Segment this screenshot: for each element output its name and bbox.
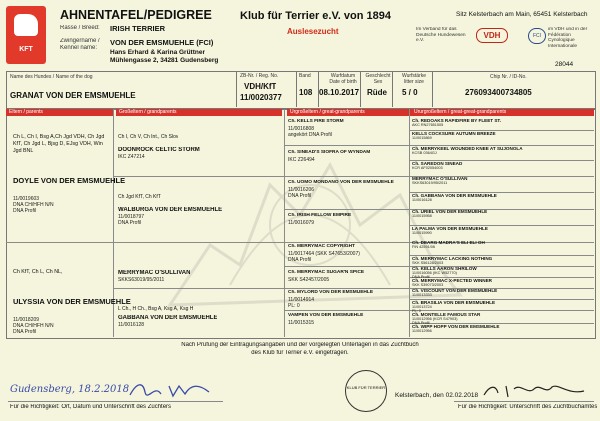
great-great-grandparent-name: Ch. GABBANA VON DER EMSMUEHLE: [412, 193, 497, 198]
great-great-grandparent-name: Ch. VISCOUNT VON DER EMSMUEHLE: [412, 288, 498, 293]
great-great-grandparent-name: Ch. WIPP HOPP VON DER EMSMUEHLE: [412, 324, 500, 329]
column-header-grandparents: Großeltern / grandparents: [116, 109, 282, 116]
great-great-grandparent-name: Ch. KELLS AARON SHRILOW: [412, 266, 477, 271]
document-title: AHNENTAFEL/PEDIGREE: [60, 8, 212, 22]
grandparent-titles: Ch Jgd KfT, Ch KfT: [118, 194, 161, 200]
great-great-grandparent-info: KCR AF02054003: [412, 166, 443, 170]
great-great-grandparent-name: Ch. MERRYMAC LACKING NOTHING: [412, 256, 493, 261]
document-number: 28044: [555, 61, 574, 68]
club-subtitle: Auslesezucht: [287, 27, 339, 36]
registry-signature: [480, 381, 590, 401]
divider: [296, 71, 297, 107]
stamp-text: KLUB FÜR TERRIER: [346, 385, 386, 390]
divider: [392, 71, 393, 107]
great-great-grandparent-info: SKK S39073/2003: [412, 283, 444, 287]
great-grandparent-info: SKK S42457/2005: [288, 277, 330, 283]
registry-place-date: Kelsterbach, den 02.02.2018: [395, 392, 479, 399]
sire-titles: Ch L, Ch I, Bsg A,Ch Jgd VDH, Ch Jgd KfT, Ch Jgd L, Bjsg D, EJsg VDH, Win Jgd BNL: [13, 134, 105, 154]
great-grandparent-name: Ch. UOMO MONDANO VON DER EMSMUEHLE: [288, 180, 394, 185]
great-great-grandparent-info: FIN 42591/06: [412, 245, 436, 249]
sire-dna-profile: DNA Profil: [13, 208, 37, 214]
registry-signature-caption: Für die Richtigkeit: Unterschrift des Zuchtbuchamtes: [458, 404, 598, 410]
dob-value: 08.10.2017: [319, 88, 360, 97]
litter-label: Wurfstärke litter size: [401, 73, 427, 85]
great-great-grandparent-name: MERRYMAC O'SULLIVAN: [412, 176, 468, 181]
breed-value: IRISH TERRIER: [110, 24, 166, 33]
great-great-grandparent-info: 11/0015958: [412, 214, 432, 218]
great-great-grandparent-info: KCSB 0364GJ: [412, 151, 437, 155]
club-name: Klub für Terrier e.V. von 1894: [240, 10, 392, 22]
signature-line: [8, 401, 223, 402]
great-great-grandparent-info: AKC RN27651505: [412, 123, 444, 127]
terrier-head-icon: [14, 14, 38, 36]
great-great-grandparent-info: 11/0013724 PL: 0: [412, 305, 432, 313]
vdh-logo: VDH: [476, 28, 508, 43]
great-grandparent-info: IKC Z26494: [288, 157, 315, 163]
band-value: 108: [299, 88, 313, 97]
column-divider: [284, 109, 285, 337]
great-great-grandparent-name: Ch. SAREDON SINEAD: [412, 161, 463, 166]
grandparent-name: DOONROCK CELTIC STORM: [118, 147, 200, 153]
breed-label: Rasse / Breed:: [60, 25, 100, 31]
divider: [236, 71, 237, 107]
great-great-grandparent-info: 11/0012956: [412, 329, 432, 333]
great-grandparent-name: Ch. MERRYMAC SUGAR'N SPICE: [288, 270, 365, 275]
divider: [432, 71, 433, 107]
great-grandparent-name: Ch. KELLS FIRE STORM: [288, 119, 344, 124]
great-great-grandparent-info: 11/0015990: [412, 231, 432, 235]
great-grandparent-info: 11/0014914 PL: 0: [288, 297, 315, 309]
band-label: Band: [299, 73, 311, 79]
sire-name: DOYLE VON DER EMSMUEHLE: [13, 176, 126, 185]
grandparent-name: WALBURGA VON DER EMSMUEHLE: [118, 207, 223, 213]
great-grandparent-name: Ch. IRISH FELLOW EMPIRE: [288, 213, 352, 218]
grandparent-info: 11/0016128: [118, 322, 145, 328]
great-great-grandparent-name: KELLS COCKSURE AUTUMN BREEZE: [412, 131, 496, 136]
litter-value: 5 / 0: [402, 88, 418, 97]
great-great-grandparent-name: Ch. MERRYMAC X-PECTED WINNER: [412, 278, 492, 283]
sex-value: Rüde: [367, 88, 387, 97]
great-great-grandparent-info: 11/0016056 (IKC W52770) DNA Profil: [412, 271, 457, 279]
reg-value-prefix: VDH/KfT: [244, 82, 277, 91]
great-grandparent-name: Ch. MERRYMAC COPYRIGHT: [288, 244, 355, 249]
column-divider: [409, 109, 410, 337]
fci-membership-text: im VDH und in der Fédération Cynologique Internationale: [548, 27, 588, 49]
club-stamp: [345, 370, 387, 412]
great-great-grandparent-name: LA PALMA VON DER EMSMUEHLE: [412, 226, 488, 231]
grandparent-info: IKC Z47214: [118, 154, 145, 160]
great-grandparent-name: Ch. MYLORD VON DER EMSMUEHLE: [288, 290, 374, 295]
great-great-grandparent-info: 11/0015869: [412, 136, 432, 140]
dam-dna: DNA CH/HFH N/N: [13, 323, 54, 329]
great-great-grandparent-info: 11/0013333: [412, 293, 432, 297]
grandparent-info: SKKS63019/95/2011: [118, 277, 165, 283]
great-grandparent-info: 11/0016808 angekört DNA Profil: [288, 126, 332, 138]
great-great-grandparent-name: Ch. URIEL VON DER EMSMUEHLE: [412, 209, 488, 214]
great-grandparent-info: 11/0016079: [288, 220, 315, 226]
divider: [360, 71, 361, 107]
fci-logo: FCI: [528, 28, 546, 44]
column-header-great-grandparents: Urgroßeltern / great-grandparents: [287, 109, 411, 116]
registration-note-2: des Klub für Terrier e.V. eingetragen.: [251, 350, 349, 356]
chip-label: Chip Nr. / ID-No.: [490, 74, 527, 80]
reg-value: 11/0020377: [240, 93, 282, 102]
great-grandparent-name: VAMPEN VON DER EMSMUEHLE: [288, 313, 364, 318]
great-great-grandparent-info: 11/0012956 (KCR S47903) DNA Profil: [412, 317, 458, 325]
reg-label: ZB-Nr. / Reg. No.: [240, 73, 279, 79]
great-great-grandparent-info: 11/0016128: [412, 198, 432, 202]
breeder-handwritten-place-date: Gudensberg, 18.2.2018: [10, 384, 130, 395]
great-great-grandparent-info: SKK S56128/2003: [412, 261, 444, 265]
chip-value: 276093400734805: [465, 88, 532, 97]
dam-reg: 11/0018209: [13, 317, 40, 323]
grandparent-info: 11/0018797 DNA Profil: [118, 214, 145, 226]
grandparent-name: MERRYMAC O'SULLIVAN: [118, 270, 191, 276]
breeder-signature-caption: Für die Richtigkeit: Ort, Datum und Unterschrift des Züchters: [10, 404, 172, 410]
column-header-great-great-grandparents: Ururgroßeltern / great-great-grandparents: [411, 109, 594, 116]
dam-name: ULYSSIA VON DER EMSMUEHLE: [13, 297, 131, 306]
sex-label: Geschlecht Sex: [365, 73, 391, 85]
great-great-grandparent-name: Ch. MONTELLE FAMOUS STAR: [412, 312, 481, 317]
dam-titles: Ch KfT, Ch L, Ch NL,: [13, 269, 63, 275]
great-great-grandparent-name: Ch. MERRYKEEL WOUNDED KNEE AT SUJONOLA: [412, 146, 523, 151]
breeder-signature: [125, 380, 215, 400]
registration-note-1: Nach Prüfung der Eintragungsangaben und der vorgelegten Unterlagen in das Zuchtbuch: [181, 342, 419, 348]
kennel-label-en: Kennel name:: [60, 45, 98, 51]
kennel-value: VON DER EMSMUEHLE (FCI): [110, 38, 214, 47]
dob-label: Wurfdatum Date of birth: [329, 73, 357, 85]
breeder-address: Mühlengasse 2, 34281 Gudensberg: [110, 57, 219, 64]
great-great-grandparent-name: Ch. BRASILIA VON DER EMSMUEHLE: [412, 300, 496, 305]
great-great-grandparent-name: Ch. REDOAKS RAPIDFIRE BY FLEET ST.: [412, 118, 501, 123]
breeder-names: Hans Erhard & Karina Grüttner: [110, 49, 205, 56]
dog-name-label: Name des Hundes / Name of the dog: [10, 74, 93, 80]
sire-dna: DNA CH/HFH N/N: [13, 202, 54, 208]
grandparent-name: GABBANA VON DER EMSMUEHLE: [118, 315, 218, 321]
great-grandparent-name: Ch. SINEAD'S SIOFRA OF WYNDAM: [288, 150, 371, 155]
great-great-grandparent-name: Ch. DEARG MADRA'S ELI ELI OH: [412, 240, 485, 245]
signature-line: [454, 401, 594, 402]
great-grandparent-info: 11/0017464 (SKK S47653/2007) DNA Profil: [288, 251, 360, 263]
great-grandparent-info: 11/0016206 DNA Profil: [288, 187, 315, 199]
grandparent-titles: Ch I, Ch V, Ch Int., Ch Slov: [118, 134, 179, 140]
column-header-parents: Eltern / parents: [6, 109, 113, 116]
great-great-grandparent-info: SKKS63019/95/2011: [412, 181, 448, 185]
great-grandparent-info: 11/0015315: [288, 320, 315, 326]
sire-reg: 11/0019603: [13, 196, 40, 202]
dam-dna-profile: DNA Profil: [13, 329, 37, 335]
vdh-membership-text: Im Verband für das Deutsche Hundewesen e.V.: [416, 27, 466, 43]
kennel-label-de: Zwingername /: [60, 38, 100, 44]
dog-name: GRANAT VON DER EMSMUEHLE: [10, 91, 136, 100]
grandparent-titles: L Ch., H Ch., Bsg A, Ksg A, Ksg H: [118, 306, 194, 312]
logo-text: KFT: [19, 46, 33, 53]
club-seat: Sitz Kelsterbach am Main, 65451 Kelsterbach: [456, 11, 588, 18]
club-logo: [6, 6, 46, 64]
